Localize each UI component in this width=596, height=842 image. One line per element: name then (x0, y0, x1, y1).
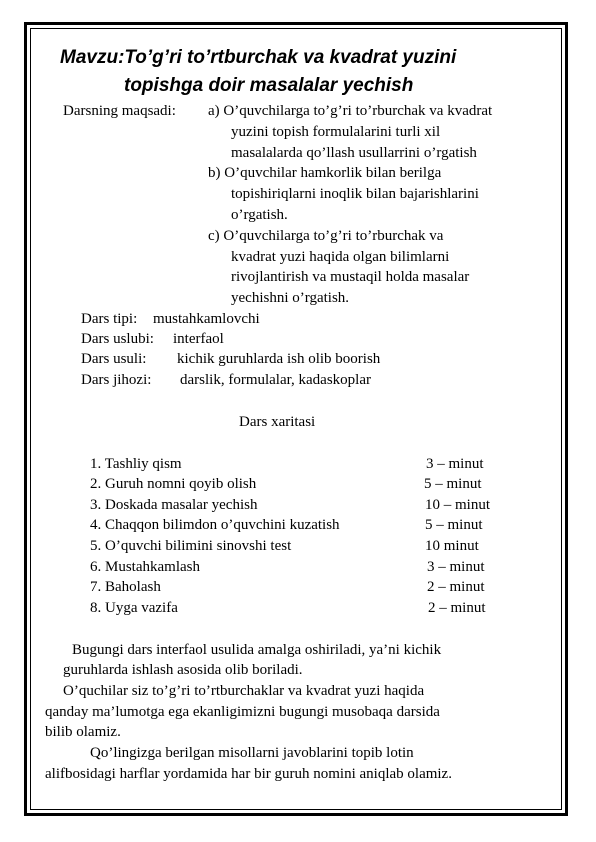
lesson-map-title: Dars xaritasi (239, 414, 316, 430)
info-value-style: interfaol (173, 331, 224, 347)
title-line-1: Mavzu:To’g’ri to’rtburchak va kvadrat yuzini (60, 47, 457, 68)
goals-label: Darsning maqsadi: (63, 103, 176, 119)
paragraph-3-line-1: Qo’lingizga berilgan misollarni javoblarini topib lotin (90, 745, 414, 761)
plan-time-7: 2 – minut (427, 579, 485, 595)
goal-c-line-3: rivojlantirish va mustaqil holda masalar (231, 269, 470, 285)
paragraph-2-line-2: qanday ma’lumotga ega ekanligimizni bugungi musobaqa darsida (45, 704, 440, 720)
info-value-equipment: darslik, formulalar, kadaskoplar (180, 372, 372, 388)
plan-item-5: 5. O’quvchi bilimini sinovshi test (90, 538, 292, 554)
goal-b-line-3: o’rgatish. (231, 207, 288, 223)
plan-item-4: 4. Chaqqon bilimdon o’quvchini kuzatish (90, 517, 340, 533)
paragraph-2-line-3: bilib olamiz. (45, 724, 121, 740)
plan-time-5: 10 minut (425, 538, 479, 554)
plan-item-7: 7. Baholash (90, 579, 161, 595)
goal-c-line-2: kvadrat yuzi haqida olgan bilimlarni (231, 249, 450, 265)
goal-b-line-1: b) O’quvchilar hamkorlik bilan berilga (208, 165, 442, 181)
goal-c-line-1: c) O’quvchilarga to’g’ri to’rburchak va (208, 228, 444, 244)
info-value-type: mustahkamlovchi (153, 311, 260, 327)
plan-time-1: 3 – minut (426, 456, 484, 472)
plan-item-2: 2. Guruh nomni qoyib olish (90, 476, 257, 492)
title-line-2: topishga doir masalalar yechish (124, 75, 414, 96)
plan-item-6: 6. Mustahkamlash (90, 559, 200, 575)
plan-item-3: 3. Doskada masalar yechish (90, 497, 258, 513)
plan-item-8: 8. Uyga vazifa (90, 600, 178, 616)
goal-a-line-3: masalalarda qo’llash usullarrini o’rgatish (231, 145, 477, 161)
plan-time-3: 10 – minut (425, 497, 491, 513)
plan-time-2: 5 – minut (424, 476, 482, 492)
plan-time-6: 3 – minut (427, 559, 485, 575)
info-value-method: kichik guruhlarda ish olib boorish (177, 351, 381, 367)
plan-time-4: 5 – minut (425, 517, 483, 533)
paragraph-2-line-1: O’quchilar siz to’g’ri to’rtburchaklar va kvadrat yuzi haqida (63, 683, 425, 699)
plan-time-8: 2 – minut (428, 600, 486, 616)
goal-b-line-2: topishiriqlarni inoqlik bilan bajarishlarini (231, 186, 479, 202)
paragraph-1-line-1: Bugungi dars interfaol usulida amalga oshiriladi, ya’ni kichik (72, 642, 442, 658)
goal-a-line-1: a) O’quvchilarga to’g’ri to’rburchak va kvadrat (208, 103, 493, 119)
info-label-style: Dars uslubi: (81, 331, 154, 347)
plan-item-1: 1. Tashliy qism (90, 456, 182, 472)
paragraph-1-line-2: guruhlarda ishlash asosida olib boriladi. (63, 662, 303, 678)
info-label-equipment: Dars jihozi: (81, 372, 152, 388)
goal-a-line-2: yuzini topish formulalarini turli xil (231, 124, 441, 140)
goal-c-line-4: yechishni o’rgatish. (231, 290, 350, 306)
paragraph-3-line-2: alifbosidagi harflar yordamida har bir guruh nomini aniqlab olamiz. (45, 766, 452, 782)
info-label-type: Dars tipi: (81, 311, 138, 327)
info-label-method: Dars usuli: (81, 351, 147, 367)
